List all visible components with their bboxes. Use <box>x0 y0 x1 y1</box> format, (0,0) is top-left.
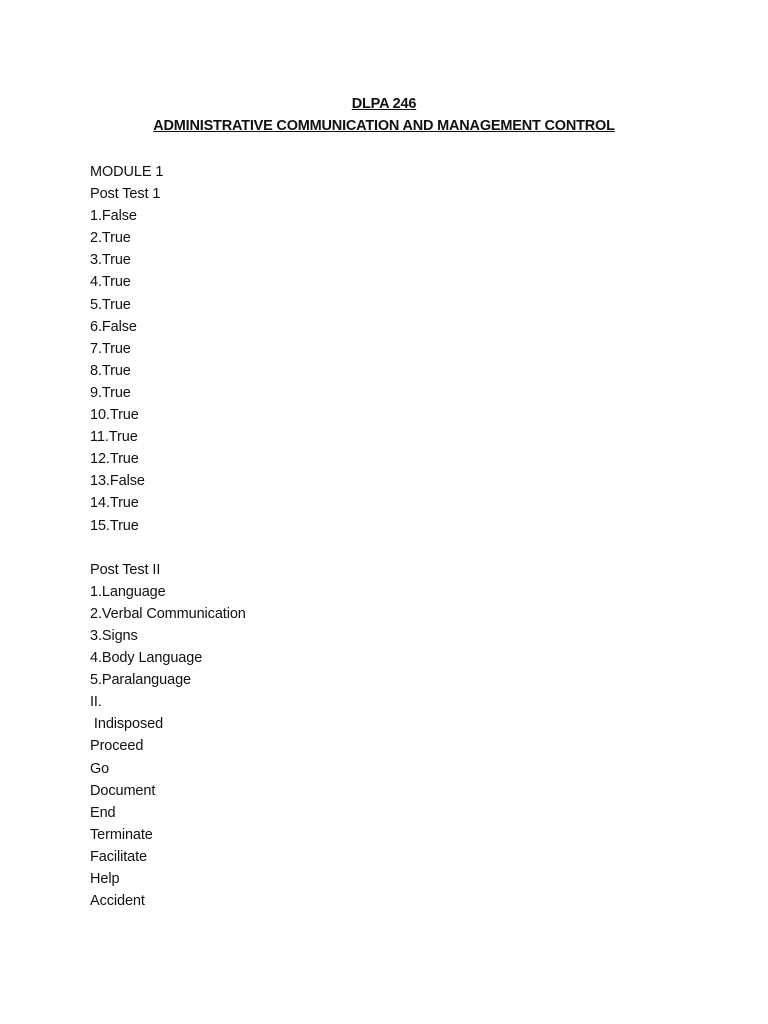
answer-line: 13.False <box>90 473 145 490</box>
answer-line: 1.False <box>90 208 137 225</box>
answer-line: 4.Body Language <box>90 650 203 667</box>
section-ii-label: II. <box>90 694 102 711</box>
word-line: Terminate <box>90 826 153 843</box>
word-line: Proceed <box>90 738 144 755</box>
blank-line <box>90 537 246 559</box>
document-body <box>90 161 246 912</box>
answer-line: 3.Signs <box>90 627 138 644</box>
answer-line: 7.True <box>90 340 131 357</box>
answer-line: 15.True <box>90 517 139 534</box>
answer-line: 10.True <box>90 407 139 424</box>
answer-line: 6.False <box>90 318 137 335</box>
word-line: Help <box>90 871 120 887</box>
answer-line: 1.Language <box>90 583 166 600</box>
word-line: End <box>90 804 116 821</box>
word-line: Go <box>90 760 110 777</box>
word-line: Accident <box>90 893 145 910</box>
answer-line: 8.True <box>90 362 131 379</box>
answer-line: 11.True <box>90 429 138 446</box>
post-test-2-title: Post Test II <box>90 561 161 578</box>
module-title: MODULE 1 <box>90 164 164 180</box>
word-line: Document <box>90 782 156 799</box>
answer-line: 5.True <box>90 296 131 313</box>
answer-line: 3.True <box>90 252 131 269</box>
answer-line: 9.True <box>90 384 131 401</box>
word-line: Indisposed <box>90 716 164 733</box>
answer-line: 2.Verbal Communication <box>90 605 246 622</box>
answer-line: 4.True <box>90 274 131 291</box>
answer-line: 2.True <box>90 230 131 247</box>
word-line: Facilitate <box>90 848 148 865</box>
course-title-heading: ADMINISTRATIVE COMMUNICATION AND MANAGEMENT CONTROL <box>153 118 615 134</box>
answer-line: 14.True <box>90 495 139 512</box>
course-code-heading: DLPA 246 <box>351 96 417 112</box>
answer-line: 5.Paralanguage <box>90 672 191 689</box>
post-test-1-title: Post Test 1 <box>90 186 161 203</box>
answer-line: 12.True <box>90 451 139 468</box>
